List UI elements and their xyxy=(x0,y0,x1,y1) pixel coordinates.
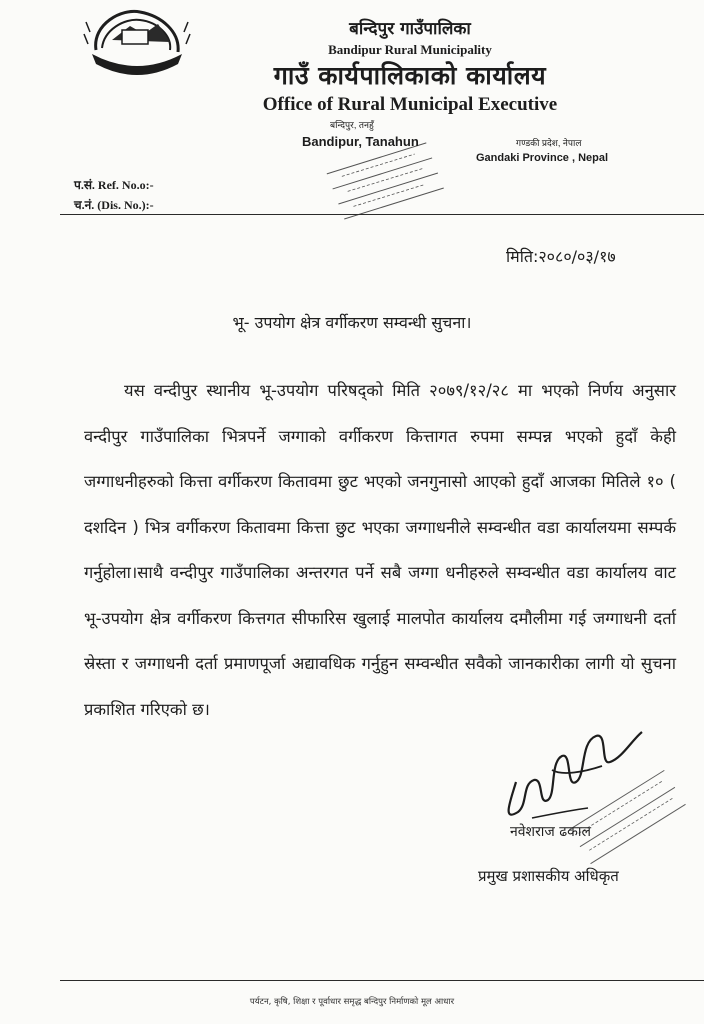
office-name-nepali: गाउँ कार्यपालिकाको कार्यालय xyxy=(273,61,547,90)
footer-divider xyxy=(60,980,704,981)
province-english: Gandaki Province , Nepal xyxy=(476,152,609,164)
office-stamp-icon xyxy=(326,138,446,238)
municipality-name-english: Bandipur Rural Municipality xyxy=(328,42,492,57)
footer-slogan: पर्यटन, कृषि, शिक्षा र पूर्वाधार समृद्ध बन्दिपुर निर्माणको मूल आधार xyxy=(249,997,455,1007)
signer-title: प्रमुख प्रशासकीय अधिकृत xyxy=(478,867,619,885)
officer-seal-icon xyxy=(560,760,690,870)
header-divider xyxy=(60,214,704,215)
signer-name: नवेशराज ढकाल xyxy=(510,824,592,840)
notice-subject: भू- उपयोग क्षेत्र वर्गीकरण सम्वन्धी सुचना। xyxy=(232,313,472,332)
notice-body: यस वन्दीपुर स्थानीय भू-उपयोग परिषद्को मिति २०७९/१२/२८ मा भएको निर्णय अनुसार वन्दीपुर गाउँपालिका भित्रपर्ने जग्गाको वर्गीकरण कित्तागत रुपमा सम्पन्न भएको हुदाँ केही जग्गाधनीहरुको कित्ता वर्गीकरण कितावमा छुट भएको जनगुनासो आएको हुदाँ आजका मितिले १० ( दशदिन ) भित्र वर्गीकरण कितावमा कित्ता छुट भएका जग्गाधनीले सम्वन्धीत वडा कार्यालयमा सम्पर्क गर्नुहोला।साथै वन्दीपुर गाउँपालिका अन्तरगत पर्ने सबै जग्गा धनीहरुले सम्वन्धीत वडा कार्यालय वाट भू-उपयोग क्षेत्र वर्गीकरण कित्तगत सीफारिस खुलाई मालपोत कार्यालय दमौलीमा गई जग्गाधनी दर्ता स्रेस्ता र जग्गाधनी दर्ता प्रमाणपूर्जा अद्यावधिक गर्नुहुन सम्वन्धीत सवैको जानकारीका लागी यो सुचना प्रकाशित गरिएको छ। xyxy=(84,381,676,719)
letter-date: मिति:२०८०/०३/१७ xyxy=(506,247,616,266)
municipality-emblem-icon xyxy=(82,4,192,86)
address-nepali: बन्दिपुर, तनहुँ xyxy=(330,120,374,130)
province-nepali: गण्डकी प्रदेश, नेपाल xyxy=(516,138,582,148)
reference-number-label: प.सं. Ref. No.o:- xyxy=(74,178,154,192)
municipality-name-nepali: बन्दिपुर गाउँपालिका xyxy=(349,19,471,39)
office-name-english: Office of Rural Municipal Executive xyxy=(262,94,558,115)
address-english: Bandipur, Tanahun xyxy=(302,134,419,149)
dispatch-number-label: च.नं. (Dis. No.):- xyxy=(74,198,154,212)
